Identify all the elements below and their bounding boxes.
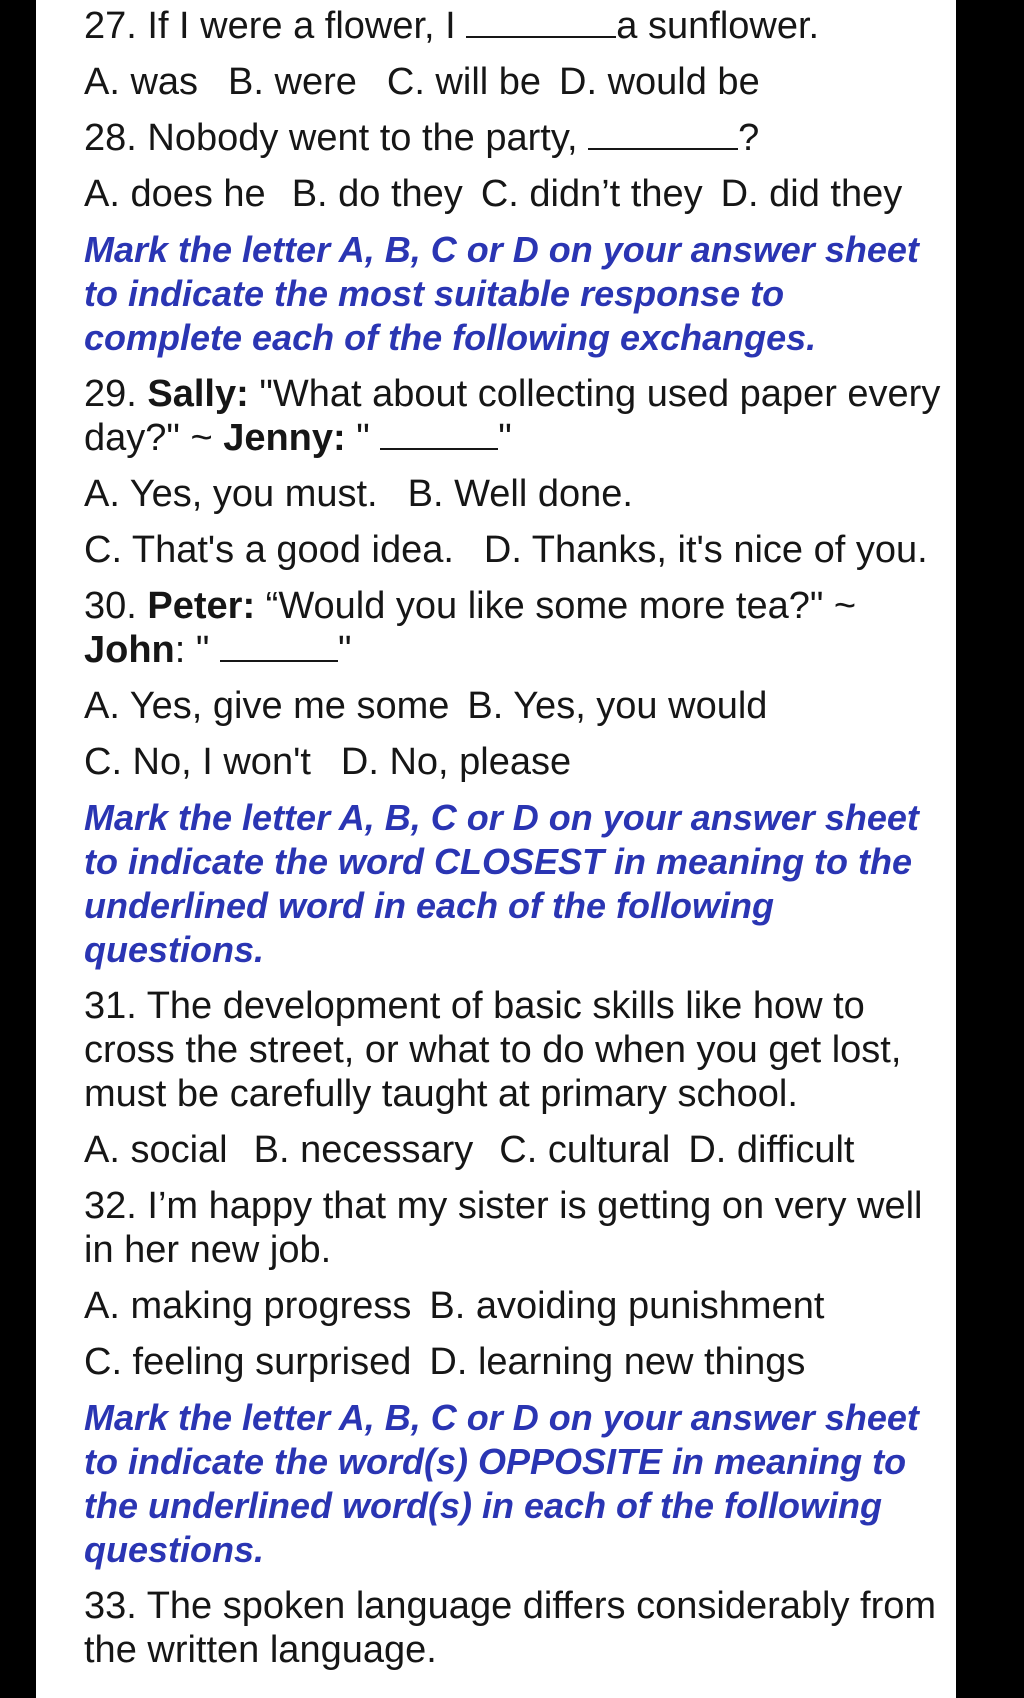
option-d: D. difficult [688, 1129, 855, 1171]
question-29-number: 29. [84, 373, 148, 415]
speaker-john: John [84, 629, 175, 671]
section-instruction-opposite: Mark the letter A, B, C or D on your answer sheet to indicate the word(s) OPPOSITE in meaning to the underlined word(s) in each of the following questions. [84, 1397, 919, 1570]
option-b: B. Yes, you would [467, 685, 768, 727]
question-28-options [84, 172, 946, 216]
quote-close: " [337, 629, 352, 671]
speaker-jenny: Jenny: [223, 417, 346, 459]
option-c: C. will be [386, 61, 542, 103]
quote-close: " [498, 417, 512, 459]
answer-blank [588, 118, 738, 150]
question-31-options [84, 1128, 946, 1172]
section-instruction-responses: Mark the letter A, B, C or D on your answer sheet to indicate the most suitable response to complete each of the following exchanges. [84, 229, 919, 358]
option-b: B. were [228, 61, 357, 103]
question-30 [84, 584, 946, 672]
answer-blank [220, 630, 338, 662]
option-c: C. feeling surprised [84, 1341, 412, 1383]
document-page [36, 0, 956, 1698]
option-c: C. No, I won't [84, 741, 311, 783]
question-30-text: “Would you like some more tea?" ~ [255, 585, 857, 627]
option-b: B. do they [291, 173, 463, 215]
question-31: 31. The development of basic skills like how to cross the street, or what to do when you get lost, must be carefully taught at primary school. [84, 985, 902, 1115]
question-27 [84, 4, 946, 48]
question-29-text: "What about collecting used paper every day?" ~ [84, 373, 941, 459]
option-b: B. avoiding punishment [429, 1285, 825, 1327]
question-30-options-row-2 [84, 740, 946, 784]
question-28-text-end: ? [738, 117, 760, 159]
quote-open: " [345, 417, 381, 459]
option-c: C. cultural [499, 1129, 671, 1171]
question-33: 33. The spoken language differs considerably from the written language. [84, 1585, 937, 1671]
option-b: B. Well done. [407, 473, 633, 515]
question-30-number: 30. [84, 585, 148, 627]
option-d: D. learning new things [429, 1341, 806, 1383]
option-a: A. making progress [84, 1285, 412, 1327]
question-29-options-row-1 [84, 472, 946, 516]
option-a: A. Yes, you must. [84, 473, 378, 515]
question-27-text: 27. If I were a flower, I [84, 5, 467, 47]
question-32-options-row-2 [84, 1340, 946, 1384]
section-instruction-closest: Mark the letter A, B, C or D on your answer sheet to indicate the word CLOSEST in meaning to the underlined word in each of the following questions. [84, 797, 919, 970]
question-27-text-end: a sunflower. [616, 5, 820, 47]
option-a: A. was [84, 61, 199, 103]
option-a: A. does he [84, 173, 266, 215]
question-28-text: 28. Nobody went to the party, [84, 117, 589, 159]
option-b: B. necessary [253, 1129, 474, 1171]
answer-blank [466, 6, 616, 38]
quote-open: : " [174, 629, 220, 671]
question-content [84, 4, 946, 1684]
answer-blank [380, 418, 498, 450]
question-29 [84, 372, 946, 460]
question-30-options-row-1 [84, 684, 946, 728]
question-32: 32. I’m happy that my sister is getting on very well in her new job. [84, 1185, 923, 1271]
option-a: A. Yes, give me some [84, 685, 450, 727]
speaker-sally: Sally: [147, 373, 249, 415]
question-27-options [84, 60, 946, 104]
question-28 [84, 116, 946, 160]
speaker-peter: Peter: [147, 585, 256, 627]
option-d: D. did they [720, 173, 903, 215]
option-d: D. would be [559, 61, 760, 103]
question-32-options-row-1 [84, 1284, 946, 1328]
option-d: D. No, please [340, 741, 572, 783]
option-c: C. That's a good idea. [84, 529, 454, 571]
option-d: D. Thanks, it's nice of you. [483, 529, 928, 571]
question-29-options-row-2 [84, 528, 946, 572]
option-a: A. social [84, 1129, 228, 1171]
option-c: C. didn’t they [480, 173, 703, 215]
